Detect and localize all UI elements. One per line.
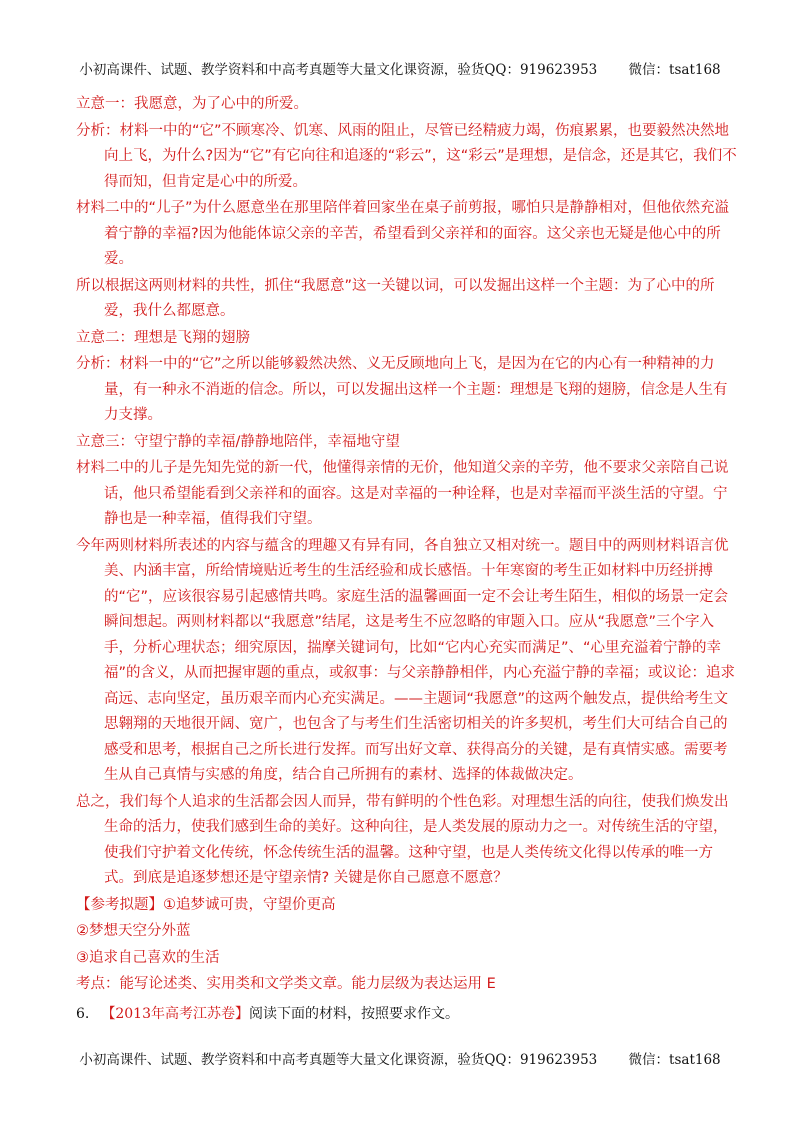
question-source: 【2013年高考江苏卷】 bbox=[101, 1005, 249, 1022]
question-directive: 阅读下面的材料，按照要求作文。 bbox=[249, 1005, 459, 1022]
thesis-three-analysis: 材料二中的儿子是先知先觉的新一代，他懂得亲情的无价，他知道父亲的辛劳，他不要求父亲陪自己说话，他只希望能看到父亲祥和的面容。这是对幸福的一种诠释，也是对幸福而平淡生活的守望。宁静也是一种幸福，值得我们守望。 bbox=[76, 460, 729, 527]
overall-discussion: 今年两则材料所表述的内容与蕴含的理趣又有异有同，各自独立又相对统一。题目中的两则材料语言优美、内涵丰富，所给情境贴近考生的生活经验和成长感悟。十年寒窗的考生正如材料中历经拼搏的“它”，应该很容易引起感情共鸣。家庭生活的温馨画面一定不会让考生陌生，相似的场景一定会瞬间想起。两则材料都以“我愿意”结尾，这是考生不应忽略的审题入口。应从“我愿意”三个字入手，分析心理状态；细究原因，揣摩关键词句，比如“它内心充实而满足”、“心里充溢着宁静的幸福”的含义，从而把握审题的重点，或叙事：与父亲静静相伴，内心充溢宁静的幸福；或议论：追求高远、志向坚定，虽历艰辛而内心充实满足。——主题词“我愿意”的这两个触发点，提供给考生文思翱翔的天地很开阔、宽广，也包含了与考生们生活密切相关的许多契机，考生们大可结合自己的感受和思考，根据自己之所长进行发挥。而写出好文章、获得高分的关键，是有真情实感。需要考生从自己真情与实感的角度，结合自己所拥有的素材、选择的体裁做决定。 bbox=[76, 537, 736, 783]
summary-paragraph: 总之，我们每个人追求的生活都会因人而异，带有鲜明的个性色彩。对理想生活的向往，使我们焕发出生命的活力，使我们感到生命的美好。这种向往，是人类发展的原动力之一。对传统生活的守望，使我们守护着文化传统，怀念传统生活的温馨。这种守望，也是人类传统文化得以传承的唯一方式。到底是追逐梦想还是守望亲情? 关键是你自己愿意不愿意？ bbox=[76, 793, 729, 886]
question-6 bbox=[76, 1002, 738, 1026]
thesis-one-heading: 立意一：我愿意，为了心中的所爱。 bbox=[76, 96, 308, 112]
thesis-two-heading: 立意二：理想是飞翔的翅膀 bbox=[76, 329, 250, 346]
thesis-one-analysis-2: 材料二中的“儿子”为什么愿意坐在那里陪伴着回家坐在桌子前剪报，哪怕只是静静相对，但他依然充溢着宁静的幸福?因为他能体谅父亲的辛苦，希望看到父亲祥和的面容。这父亲也无疑是他心中的所爱。 bbox=[76, 200, 730, 267]
reference-title-1: 【参考拟题】①追梦诚可贵，守望价更高 bbox=[76, 896, 336, 913]
reference-title-2: ②梦想天空分外蓝 bbox=[76, 923, 191, 939]
thesis-three-heading: 立意三：守望宁静的幸福/静静地陪伴，幸福地守望 bbox=[76, 433, 400, 450]
thesis-one-conclusion: 所以根据这两则材料的共性，抓住“我愿意”这一关键以词，可以发掘出这样一个主题：为了心中的所爱，我什么都愿意。 bbox=[76, 277, 715, 319]
reference-title-3: ③追求自己喜欢的生活 bbox=[76, 949, 220, 966]
exam-point: 考点：能写论述类、实用类和文学类文章。能力层级为表达运用 E bbox=[76, 976, 496, 992]
answer-analysis bbox=[76, 92, 738, 1026]
question-number: 6. bbox=[76, 1005, 90, 1022]
page-header: 小初高课件、试题、教学资料和中高考真题等大量文化课资源，验货QQ：919623953 微信：tsat168 bbox=[79, 62, 721, 78]
page-footer: 小初高课件、试题、教学资料和中高考真题等大量文化课资源，验货QQ：919623953 微信：tsat168 bbox=[79, 1052, 721, 1068]
thesis-one-analysis-1: 分析：材料一中的“它”不顾寒冷、饥寒、风雨的阻止，尽管已经精疲力竭，伤痕累累，也要毅然决然地向上飞，为什么?因为“它”有它向往和追逐的“彩云”，这“彩云”是理想，是信念，还是其它，我们不得而知，但肯定是心中的所爱。 bbox=[76, 122, 737, 190]
thesis-two-analysis: 分析：材料一中的“它”之所以能够毅然决然、义无反顾地向上飞，是因为在它的内心有一种精神的力量，有一种永不消逝的信念。所以，可以发掘出这样一个主题：理想是飞翔的翅膀，信念是人生有力支撑。 bbox=[76, 356, 728, 423]
